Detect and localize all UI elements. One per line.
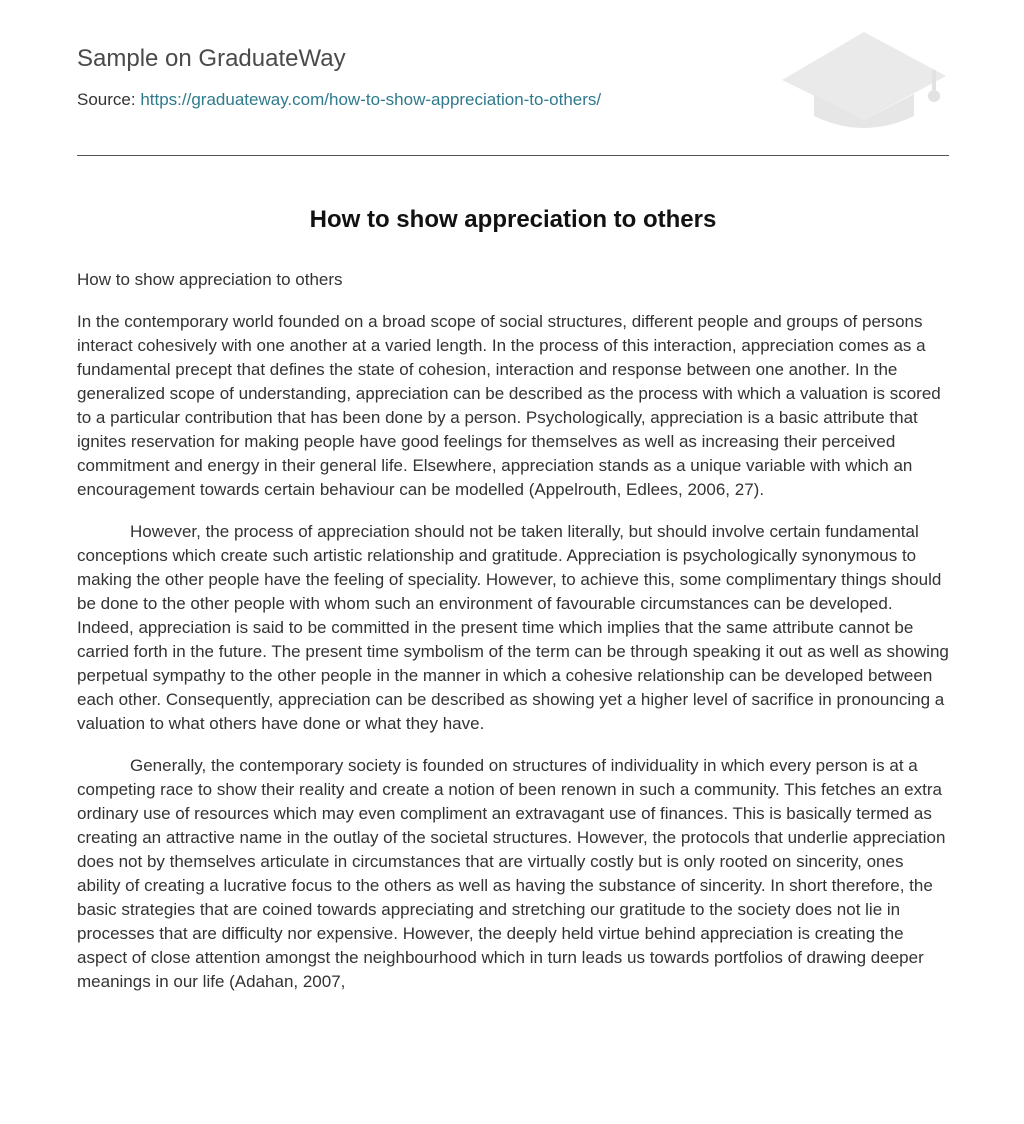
site-title: Sample on GraduateWay: [77, 45, 346, 72]
document-title: How to show appreciation to others: [309, 206, 717, 233]
paragraph: However, the process of appreciation should not be taken literally, but should involve certain fundamental conceptions which create such artistic relationship and gratitude. Appreciation is psychologically synonymous to making the other people have the feeling of speciality. However, to achieve this, some complimentary things should be done to the other people with whom such an environment of favourable circumstances can be developed. Indeed, appreciation is said to be committed in the present time which implies that the same attribute cannot be carried forth in the future. The present time symbolism of the term can be through speaking it out as well as showing perpetual sympathy to the other people in the manner in which a cohesive relationship can be developed between each other. Consequently, appreciation can be described as showing yet a higher level of sacrifice in pronouncing a valuation to what others have done or what they have.: [77, 522, 949, 733]
paragraph: Generally, the contemporary society is founded on structures of individuality in which every person is at a competing race to show their reality and create a notion of been renown in such a community. This fetches an extra ordinary use of resources which may even compliment an extravagant use of finances. This is basically termed as creating an attractive name in the outlay of the societal structures. However, the protocols that underlie appreciation does not by themselves articulate in circumstances that are virtually costly but is only rooted on sincerity, ones ability of creating a lucrative focus to the others as well as having the substance of sincerity. In short therefore, the basic strategies that are coined towards appreciating and stretching our gratitude to the society does not lie in processes that are difficulty nor expensive. However, the deeply held virtue behind appreciation is creating the aspect of close attention amongst the neighbourhood which in turn leads us towards portfolios of drawing deeper meanings in our life (Adahan, 2007,: [77, 756, 946, 991]
graduation-cap-icon: [782, 32, 948, 132]
document-body: [77, 268, 951, 1012]
page: [77, 0, 949, 991]
header: [77, 0, 949, 156]
source-label: Source:: [77, 90, 136, 109]
source-link[interactable]: https://graduateway.com/how-to-show-appreciation-to-others/: [140, 90, 602, 109]
paragraph: How to show appreciation to others: [77, 270, 343, 289]
paragraph: In the contemporary world founded on a broad scope of social structures, different people and groups of persons interact cohesively with one another at a varied length. In the process of this interaction, appreciation comes as a fundamental precept that defines the state of cohesion, interaction and response between one another. In the generalized scope of understanding, appreciation can be described as the process with which a valuation is scored to a particular contribution that has been done by a person. Psychologically, appreciation is a basic attribute that ignites reservation for making people have good feelings for themselves as well as increasing their perceived commitment and energy in their general life. Elsewhere, appreciation stands as a unique variable with which an encouragement towards certain behaviour can be modelled (Appelrouth, Edlees, 2006, 27).: [77, 312, 941, 499]
source-line: [77, 89, 601, 111]
